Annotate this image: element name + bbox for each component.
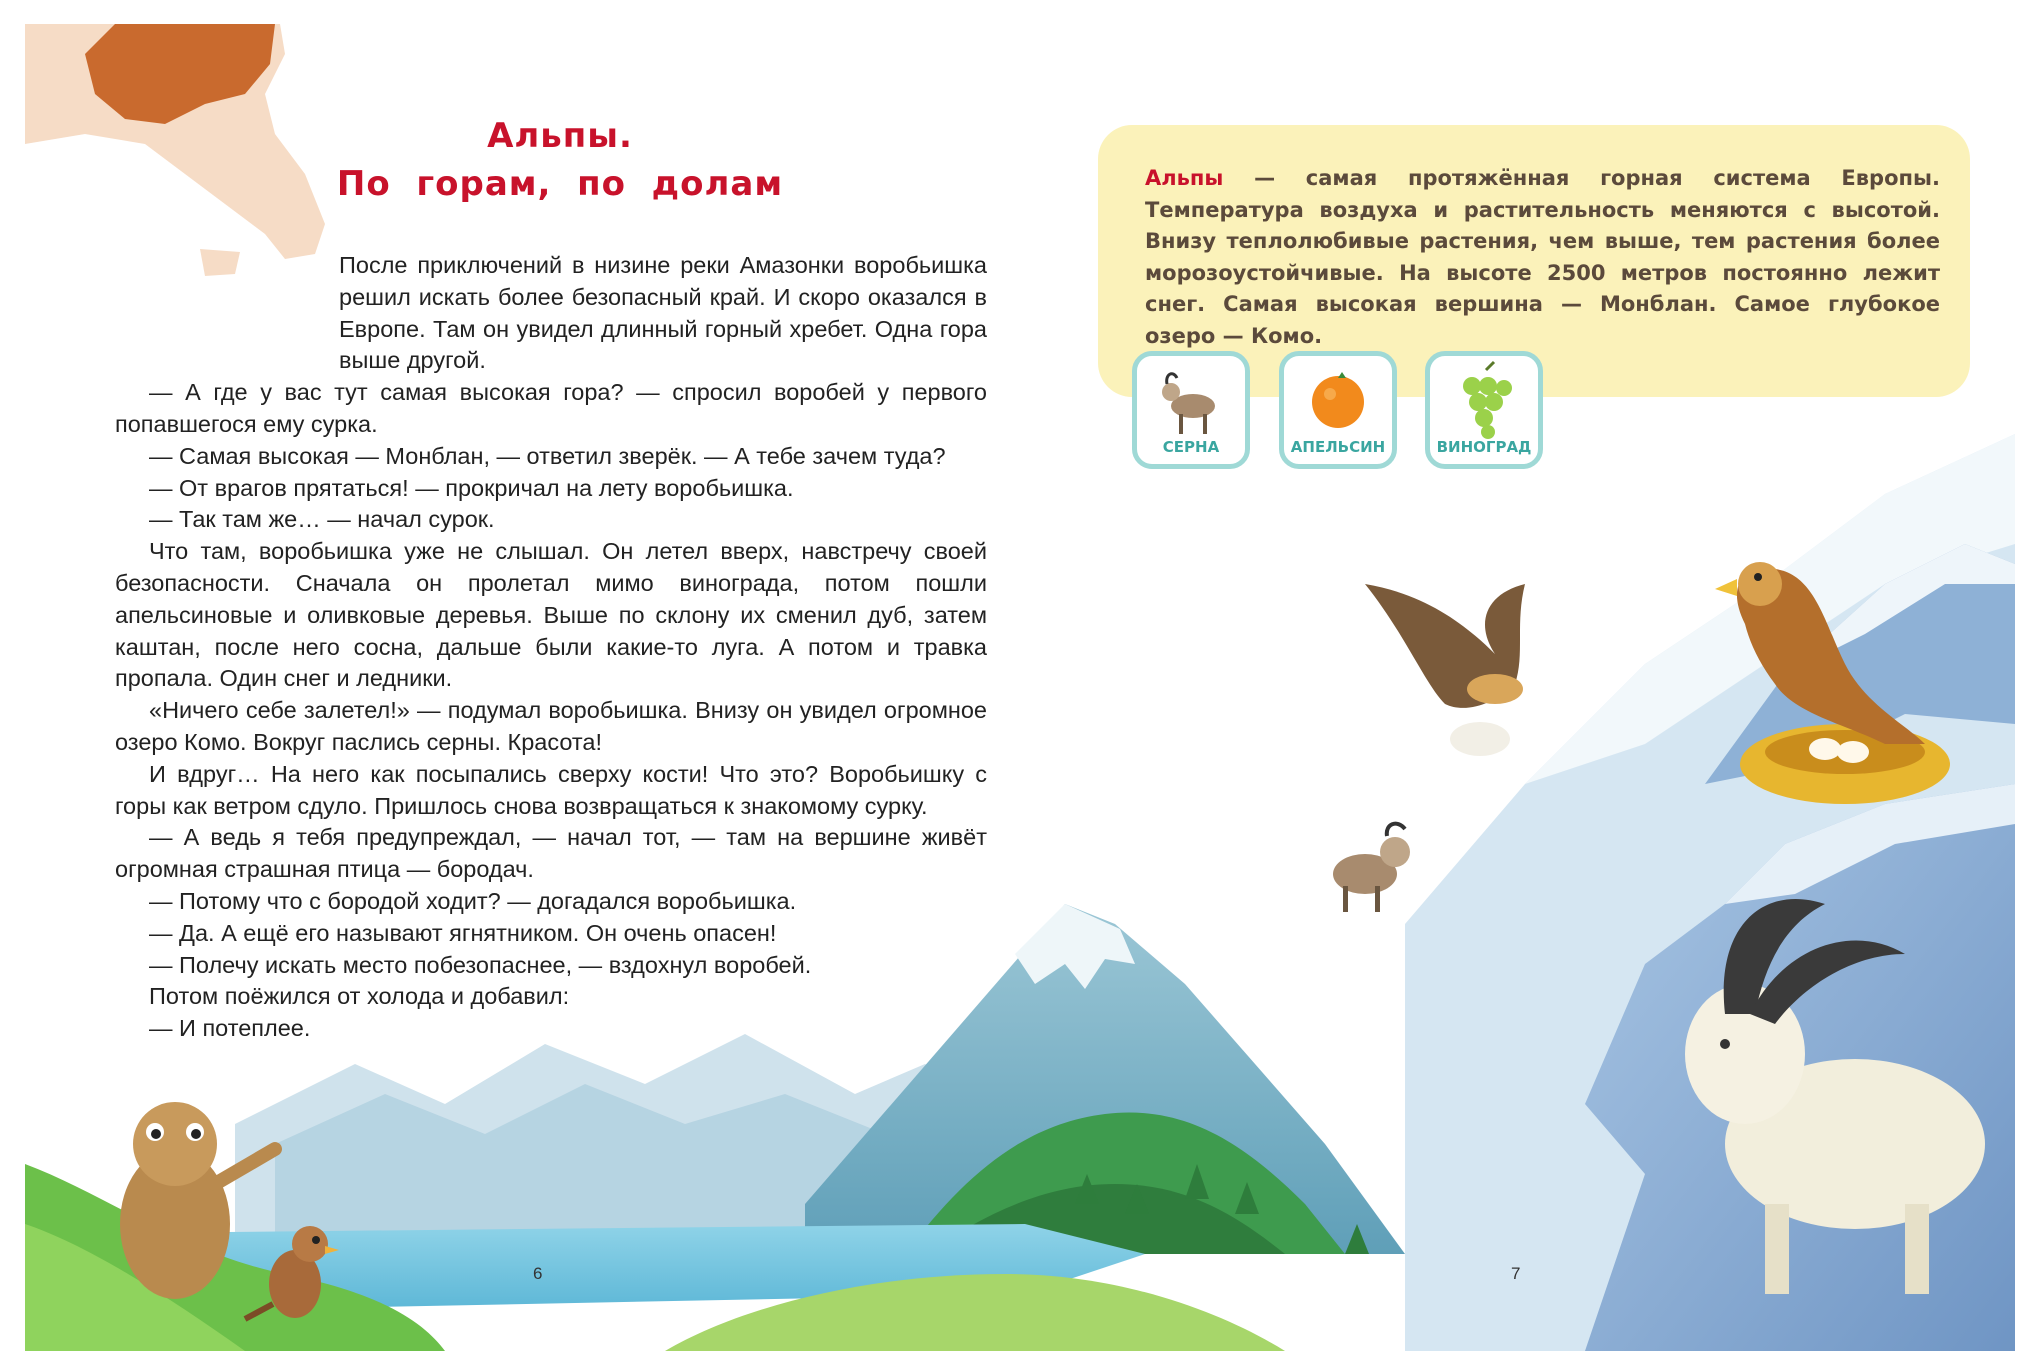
title-line-2: По горам, по долам [336, 164, 784, 204]
card-label: ВИНОГРАД [1436, 438, 1532, 456]
story-paragraph: — А где у вас тут самая высокая гора? — спросил воробей у первого попавшегося ему сурка. [115, 379, 987, 437]
book-spread [25, 24, 2015, 1351]
story-paragraph: И вдруг… На него как посыпались сверху кости! Что это? Воробьишку с горы как ветром сдуло. Пришлось снова возвращаться к знакомому сурку. [115, 760, 987, 819]
story-paragraph: Потом поёжился от холода и добавил: [149, 983, 570, 1010]
card-label: АПЕЛЬСИН [1290, 438, 1386, 456]
story-paragraph: — Самая высокая — Монблан, — ответил зверёк. — А тебе зачем туда? [149, 442, 946, 469]
info-body: — самая протяжённая горная система Европы. Температура воздуха и растительность меняются с высотой. Внизу теплолюбивые растения, чем выше, тем растения более морозоустойчивые. На высоте 2500 метров постоянно лежит снег. Самая высокая вершина — Монблан. Самое глубокое озеро — Комо. [1145, 166, 1940, 348]
story-paragraph: Что там, воробьишка уже не слышал. Он летел вверх, навстречу своей безопасности. Сначала он пролетал мимо винограда, потом пошли апельсиновые и оливковые деревья. Выше по склону их сменил дуб, затем каштан, после него сосна, дальше были какие-то луга. А потом и травка пропала. Один снег и ледники. [115, 538, 987, 692]
page-number-right: 7 [1511, 1264, 1521, 1283]
nest-icon [1740, 724, 1950, 804]
story-paragraph: — Так там же… — начал сурок. [149, 506, 495, 533]
story-paragraph: — И потеплее. [149, 1015, 311, 1042]
story-paragraph: — А ведь я тебя предупреждал, — начал тот, — там на вершине живёт огромная страшная птица — бородач. [115, 824, 987, 883]
story-paragraph: После приключений в низине реки Амазонки воробьишка решил искать более безопасный край. И скоро оказался в Европе. Там он увидел длинный горный хребет. Одна гора выше другой. [339, 252, 987, 374]
info-highlight: Альпы [1145, 166, 1224, 190]
story-paragraph: — От врагов прятаться! — прокричал на лету воробьишка. [149, 474, 794, 501]
story-text [115, 250, 987, 1045]
card-chamois [1132, 351, 1250, 469]
card-orange [1279, 351, 1397, 469]
title-line-1: Альпы. [487, 116, 633, 156]
card-label: СЕРНА [1162, 438, 1220, 456]
chamois-on-peak-icon [1333, 824, 1410, 912]
info-text [1145, 163, 1940, 353]
card-grapes [1425, 351, 1543, 469]
page-number-left: 6 [533, 1264, 543, 1283]
story-paragraph: — Да. А ещё его называют ягнятником. Он очень опасен! [149, 919, 777, 946]
story-paragraph: — Полечу искать место побезопаснее, — вздохнул воробей. [149, 951, 812, 978]
bearded-vulture-icon [1365, 584, 1525, 756]
story-paragraph: — Потому что с бородой ходит? — догадался воробьишка. [149, 887, 797, 914]
page-title [25, 112, 1095, 208]
story-paragraph: «Ничего себе залетел!» — подумал воробьишка. Внизу он увидел огромное озеро Комо. Вокруг паслись серны. Красота! [115, 697, 987, 755]
